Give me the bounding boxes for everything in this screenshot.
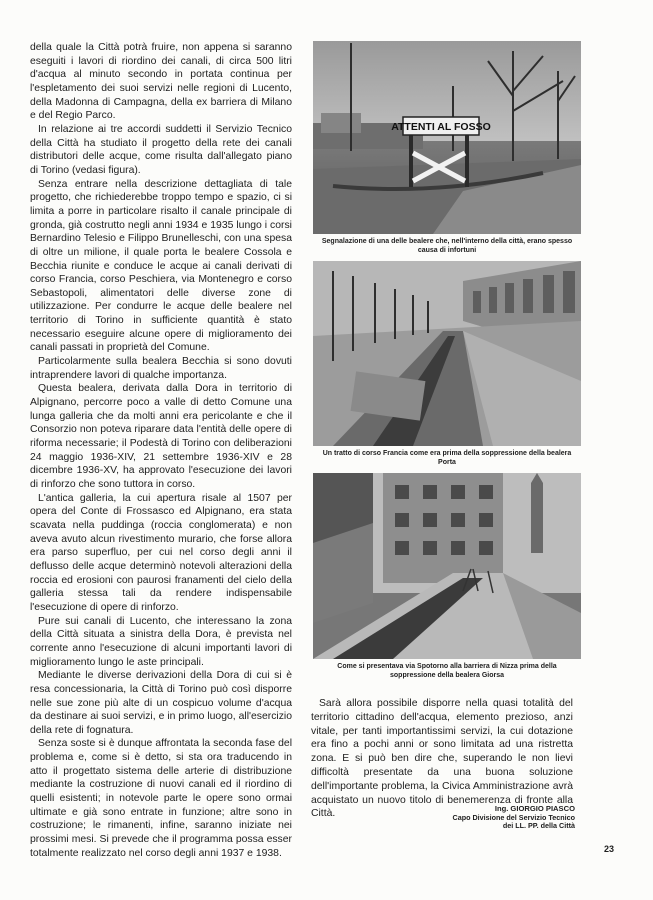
paragraph-second-phase: Senza soste si è dunque affrontata la seconda fase del problema e, come si è detto, si sta ora traducendo in atto il progettato sistema delle arterie di distribuzione mediante la costruzione di nuovi canali ed il riordino di quelli esistenti; in notevole parte le opere sono ormai ultimate e già sono entrate in funzione; altre sono in costruzione; le rimanenti, infine, saranno iniziate nei prossimi mesi. Si prevede che il programma possa esser totalmente realizzato nel corso degli anni 1937 e 1938. [30,738,292,859]
caption-via-spotorno: Come si presentava via Spotorno alla barriera di Nizza prima della soppressione della bealera Giorsa [337,663,557,679]
closing-text-block [311,697,573,821]
photo-via-spotorno-art [313,473,581,659]
left-text-column [30,41,292,860]
paragraph-dora-derivations: Mediante le diverse derivazioni della Dora di cui si è resa concessionaria, la Città di Torino può così disporre nelle sue zone più alte di un cospicuo volume d'acqua da destinare ai suoi servizi, e in primo luogo, all'esercizio della rete di fognatura. [30,670,292,736]
paragraph-continuation: della quale la Città potrà fruire, non appena si saranno eseguiti i lavori di riordino dei canali, di circa 500 litri d'acqua al minuto secondo in portata continua per l'espletamento dei suoi servizi nelle regioni di Lucento, della Madonna di Campagna, della ex barriera di Milano e del Regio Parco. [30,42,292,122]
paragraph-alpignano-gallery: Questa bealera, derivata dalla Dora in territorio di Alpignano, percorre poco a valle di detto Comune una lunga galleria che da molti anni era pericolante e che il Consorzio non poteva riparare data l'entità delle opere di riforma necessarie; il Podestà di Torino con deliberazioni 24 maggio 1936-XIV, 21 settembre 1936-XIV e 28 dicembre 1936-XV, ha approvato l'esecuzione dei lavori di rinforzo che sono tuttora in corso. [30,383,292,490]
paragraph-main-canal: Senza entrare nella descrizione dettagliata di tale progetto, che richiederebbe troppo tempo e spazio, ci si limita a porre in particolare risalto il canale principale di gronda, già costrutto negli anni 1934 e 1935 lungo i corsi Bernardino Telesio e Filippo Brunelleschi, con una spesa di oltre un milione, il quale porta le bealere Cossola e Becchia riunite e conduce le acque ai canali derivati di corso Francia, corso Peschiera, via Montenegro e corso Sebastopoli, alimentatori delle diverse zone di utilizzazione. Per condurre le acque delle bealere nel territorio di Torino in sufficiente quantità è stato necessario eseguire alcune opere di miglioramento dei canali passati in proprietà del Comune. [30,178,292,354]
photo-corso-francia [313,261,581,446]
photo-warning-sign [313,41,581,234]
paragraph-becchia: Particolarmente sulla bealera Becchia si sono dovuti intraprendere lavori di qualche importanza. [30,356,292,381]
paragraph-lucento-canals: Pure sui canali di Lucento, che interessano la zona della Città situata a sinistra della Dora, è prevista nel corrente anno l'esecuzione di alcuni importanti lavori di miglioramento lungo le aste principali. [30,615,292,668]
paragraph-closing: Sarà allora possibile disporre nella quasi totalità del territorio cittadino dell'acqua, elemento prezioso, anzi vitale, per tanti importantissimi servizi, la cui dotazione era fino a pochi anni or sono limitata ad una ristretta zona. E si può ben dire che, superando le non lievi difficoltà presentate da una buona soluzione dell'importante problema, la Civica Amministrazione avrà acquistato un nuovo titolo di benemerenza di fronte alla Città. [311,698,573,820]
author-name: Ing. GIORGIO PIASCO [494,804,575,813]
author-title-line-1: Capo Divisione del Servizio Tecnico [452,812,575,822]
paragraph-project-study: In relazione ai tre accordi suddetti il Servizio Tecnico della Città ha studiato il progetto della rete dei canali distributori delle acque, come risulta dall'allegato piano di Torino (vedasi figura). [30,123,292,176]
caption-warning-sign: Segnalazione di una delle bealere che, nell'interno della città, erano spesso causa di infortuni [321,238,573,254]
right-figure-column [311,41,623,680]
caption-corso-francia: Un tratto di corso Francia come era prima della soppressione della bealera Porta [322,450,572,466]
photo-corso-francia-art [313,261,581,446]
photo-via-spotorno [313,473,581,659]
paragraph-ancient-gallery: L'antica galleria, la cui apertura risale al 1507 per opera del Conte di Frossasco ed Alpignano, era stata scavata nella puddinga (roccia conglomerata) e non aveva avuto alcun rivestimento murario, che forse allora era parso superfluo, per cui nel corso degli anni il deflusso delle acque determinò notevoli alterazioni della roccia ed erosioni con paurosi franamenti del cielo della galleria stessa tali da rendere indispensabile l'esecuzione di opere di rinforzo. [30,492,292,613]
page-number: 23 [604,844,615,854]
photo-warning-sign-art [313,41,581,234]
author-title-line-2: dei LL. PP. della Città [502,821,575,831]
warning-sign-text: ATTENTI AL FOSSO [391,121,491,133]
author-signature [400,805,575,831]
